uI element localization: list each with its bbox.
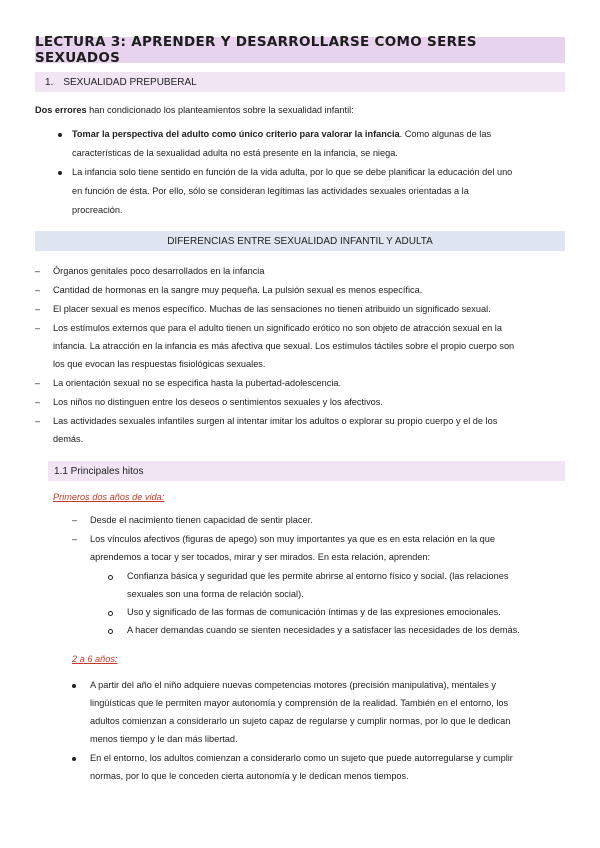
differences-heading	[35, 231, 565, 251]
learn-item: A hacer demandas cuando se sienten necesidades y a satisfacer las necesidades de los demás.	[127, 625, 520, 635]
subsection-title: 1.1 Principales hitos	[54, 465, 144, 477]
section-number: 1.	[45, 76, 54, 88]
learn-item-cont: sexuales son una forma de relación social).	[127, 589, 304, 599]
difference-item: La orientación sexual no se especifica hasta la pubertad-adolescencia.	[53, 378, 342, 388]
bullet-icon	[58, 171, 62, 175]
error-1-line-2: características de la sexualidad adulta no está presente en la infancia, se niega.	[72, 148, 398, 158]
section-heading-1	[35, 72, 565, 92]
difference-item: Las actividades sexuales infantiles surgen al intentar imitar los adultos o explorar su propio cuerpo y el de los	[53, 416, 498, 426]
difference-item: El placer sexual es menos específico. Muchas de las sensaciones no tienen atribuido un significado sexual.	[53, 304, 491, 314]
ages-item: A partir del año el niño adquiere nuevas competencias motores (precisión manipulativa), mentales y	[90, 680, 496, 690]
difference-item-cont: los que evocan las respuestas fisiológicas sexuales.	[53, 359, 266, 369]
subsection-heading	[48, 461, 565, 481]
bullet-icon	[72, 684, 76, 688]
document-title-bar	[35, 34, 565, 66]
dash-icon: –	[35, 416, 41, 426]
circle-bullet-icon	[108, 629, 113, 634]
dash-icon: –	[35, 378, 41, 388]
intro-text: han condicionado los planteamientos sobre la sexualidad infantil:	[86, 105, 354, 115]
dash-icon: –	[35, 323, 41, 333]
ages-item-cont: adultos comienzan a considerarlo un sujeto capaz de regularse y cumplir normas, por lo que le dedican	[90, 716, 511, 726]
dash-icon: –	[35, 285, 41, 295]
dash-icon: –	[35, 397, 41, 407]
difference-item: Cantidad de hormonas en la sangre muy pequeña. La pulsión sexual es menos específica.	[53, 285, 423, 295]
error-1-bold: Tomar la perspectiva del adulto como único criterio para valorar la infancia	[72, 129, 400, 139]
ages-label: 2 a 6 años:	[72, 654, 118, 664]
difference-item: Los estímulos externos que para el adulto tienen un significado erótico no son objeto de atracción sexual en la	[53, 323, 502, 333]
intro-paragraph	[35, 101, 354, 120]
error-1-line-1	[72, 125, 491, 144]
differences-title: DIFERENCIAS ENTRE SEXUALIDAD INFANTIL Y ADULTA	[167, 235, 433, 247]
difference-item-cont: infancia. La atracción en la infancia es más afectiva que sexual. Los estímulos táctiles sobre el propio cuerpo son	[53, 341, 515, 351]
dash-icon: –	[72, 534, 78, 544]
ages-item-cont: menos tiempo y le dan más libertad.	[90, 734, 238, 744]
circle-bullet-icon	[108, 575, 113, 580]
error-2-line-1: La infancia solo tiene sentido en función de la vida adulta, por lo que se debe planificar la educación del uno	[72, 167, 513, 177]
dash-icon: –	[72, 515, 78, 525]
learn-item: Uso y significado de las formas de comunicación íntimas y de las expresiones emocionales.	[127, 607, 501, 617]
error-1-text: . Como algunas de las	[399, 129, 492, 139]
dash-icon: –	[35, 304, 41, 314]
bullet-icon	[72, 757, 76, 761]
difference-item: Órganos genitales poco desarrollados en la infancia	[53, 266, 265, 276]
section-label: SEXUALIDAD PREPUBERAL	[63, 76, 197, 88]
error-2-line-2: en función de ésta. Por ello, sólo se consideran legítimas las actividades sexuales orientadas a la	[72, 186, 469, 196]
difference-item: Los niños no distinguen entre los deseos o sentimientos sexuales y los afectivos.	[53, 397, 383, 407]
first-years-item: Desde el nacimiento tienen capacidad de sentir placer.	[90, 515, 313, 525]
first-years-label: Primeros dos años de vida:	[53, 492, 165, 502]
circle-bullet-icon	[108, 611, 113, 616]
dash-icon: –	[35, 266, 41, 276]
error-2-line-3: procreación.	[72, 205, 123, 215]
intro-bold: Dos errores	[35, 105, 87, 115]
document-title: LECTURA 3: APRENDER Y DESARROLLARSE COMO SERES SEXUADOS	[35, 34, 477, 66]
first-years-item-cont: aprendemos a tocar y ser tocados, mirar y ser mirados. En esta relación, aprenden:	[90, 552, 431, 562]
ages-item-cont: normas, por lo que le conceden cierta autonomía y le dedican menos tiempos.	[90, 771, 409, 781]
ages-item-cont: lingüísticas que le permiten mayor autonomía y comprensión de la realidad. También en el entorno, los	[90, 698, 509, 708]
ages-item: En el entorno, los adultos comienzan a considerarlo como un sujeto que puede autorregularse y cumplir	[90, 753, 513, 763]
bullet-icon	[58, 133, 62, 137]
difference-item-cont: demás.	[53, 434, 84, 444]
learn-item: Confianza básica y seguridad que les permite abrirse al entorno físico y social. (las relaciones	[127, 571, 509, 581]
first-years-item: Los vínculos afectivos (figuras de apego) son muy importantes ya que es en esta relación en la que	[90, 534, 495, 544]
